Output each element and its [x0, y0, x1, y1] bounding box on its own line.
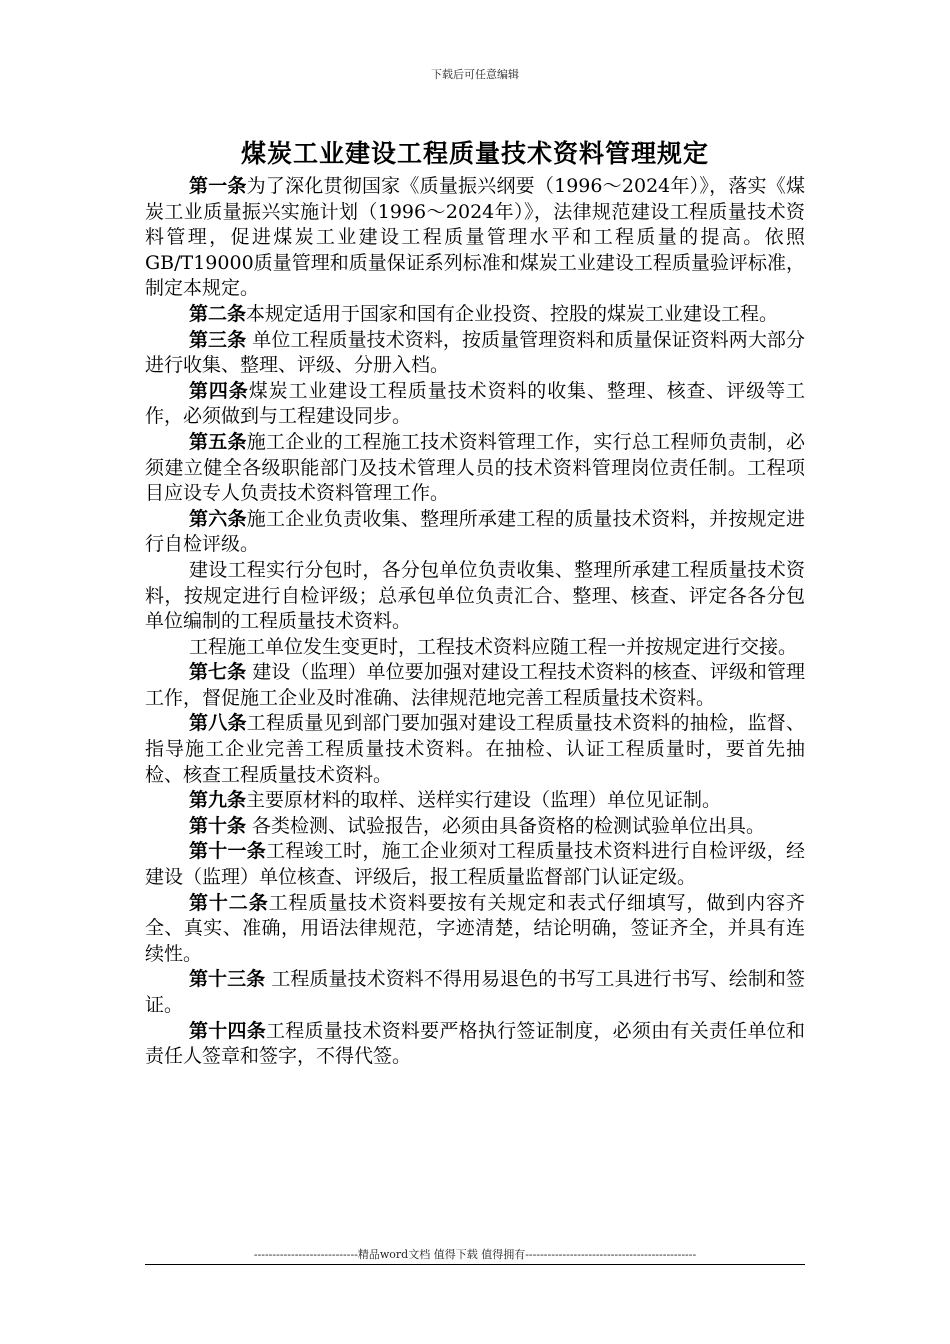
article-label: 第十一条: [189, 840, 267, 863]
article-6: [145, 507, 805, 558]
article-12: [145, 891, 805, 968]
document-body: [145, 174, 805, 1070]
article-label: 第七条: [189, 661, 247, 684]
article-label: 第四条: [189, 379, 249, 402]
article-text: 工程质量技术资料要按有关规定和表式仔细填写，做到内容齐全、真实、准确，用语法律规范，字迹清楚，结论明确，签证齐全，并具有连续性。: [145, 891, 805, 965]
footer-note: ----------------------------精品word文档 值得下载 值得拥有----------------------------------------------: [253, 1248, 697, 1261]
article-text: 工程质量见到部门要加强对建设工程质量技术资料的抽检，监督、指导施工企业完善工程质量技术资料。在抽检、认证工程质量时，要首先抽检、核查工程质量技术资料。: [145, 712, 805, 786]
article-text: 主要原材料的取样、送样实行建设（监理）单位见证制。: [246, 789, 722, 812]
article-label: 第十三条: [189, 968, 266, 991]
article-6-para-3: [145, 635, 805, 661]
article-text: 各类检测、试验报告，必须由具备资格的检测试验单位出具。: [246, 814, 766, 837]
article-text: 工程质量技术资料要严格执行签证制度，必须由有关责任单位和责任人签章和签字，不得代签。: [145, 1019, 805, 1068]
article-label: 第一条: [189, 175, 247, 197]
document-title: 煤炭工业建设工程质量技术资料管理规定: [240, 139, 709, 168]
paragraph-text: 建设工程实行分包时，各分包单位负责收集、整理所承建工程质量技术资料，按规定进行自检评级；总承包单位负责汇合、整理、核查、评定各各分包单位编制的工程质量技术资料。: [145, 558, 805, 633]
article-text: 为了深化贯彻国家《质量振兴纲要（1996～2024年）》，落实《煤炭工业质量振兴实施计划（1996～2024年）》，法律规范建设工程质量技术资料管理，促进煤炭工业建设工程质量管理水平和工程质量的提高。依照GB/T19000质量管理和质量保证系列标准和煤炭工业建设工程质量验评标准，制定本规定。: [145, 175, 805, 300]
article-5: [145, 430, 805, 507]
article-4: [145, 379, 805, 430]
article-label: 第五条: [189, 430, 247, 453]
article-6-para-2: [145, 558, 805, 635]
article-label: 第八条: [189, 712, 247, 735]
paragraph-text: 工程施工单位发生变更时，工程技术资料应随工程一并按规定进行交接。: [189, 635, 798, 658]
article-label: 第二条: [189, 302, 247, 325]
article-text: 煤炭工业建设工程质量技术资料的收集、整理、核查、评级等工作，必须做到与工程建设同步。: [145, 379, 805, 428]
article-text: 施工企业的工程施工技术资料管理工作，实行总工程师负责制，必须建立健全各级职能部门及技术管理人员的技术资料管理岗位责任制。工程项目应设专人负责技术资料管理工作。: [145, 430, 805, 505]
article-text: 本规定适用于国家和国有企业投资、控股的煤炭工业建设工程。: [246, 302, 779, 325]
article-7: [145, 660, 805, 711]
article-label: 第九条: [189, 789, 247, 812]
article-2: [145, 302, 805, 328]
article-8: [145, 711, 805, 788]
article-text: 单位工程质量技术资料，按质量管理资料和质量保证资料两大部分进行收集、整理、评级、分册入档。: [145, 328, 805, 377]
article-text: 工程竣工时，施工企业须对工程质量技术资料进行自检评级，经建设（监理）单位核查、评级后，报工程质量监督部门认证定级。: [145, 840, 805, 889]
article-3: [145, 328, 805, 379]
article-9: [145, 788, 805, 814]
footer-divider: [145, 1264, 805, 1265]
article-1: [145, 174, 805, 302]
article-10: [145, 814, 805, 840]
header-note: 下载后可任意编辑: [431, 68, 519, 81]
article-label: 第十条: [189, 814, 247, 837]
article-label: 第六条: [189, 507, 247, 530]
article-label: 第十四条: [189, 1019, 267, 1042]
article-13: [145, 967, 805, 1018]
article-label: 第三条: [189, 328, 247, 351]
article-label: 第十二条: [189, 891, 269, 914]
article-14: [145, 1019, 805, 1070]
article-text: 建设（监理）单位要加强对建设工程技术资料的核查、评级和管理工作，督促施工企业及时准确、法律规范地完善工程质量技术资料。: [145, 661, 805, 709]
article-11: [145, 839, 805, 890]
article-text: 工程质量技术资料不得用易退色的书写工具进行书写、绘制和签证。: [145, 968, 805, 1016]
article-text: 施工企业负责收集、整理所承建工程的质量技术资料，并按规定进行自检评级。: [145, 507, 805, 556]
